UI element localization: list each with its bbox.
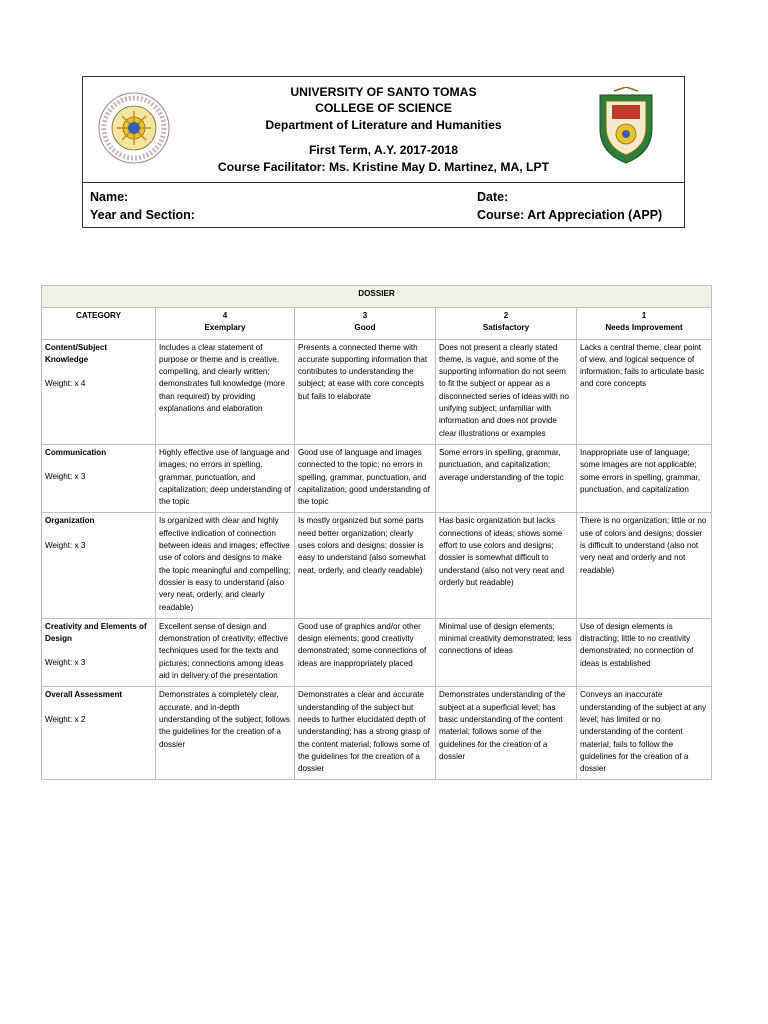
category-name: Organization bbox=[45, 516, 95, 526]
header-title-block bbox=[83, 77, 684, 182]
facilitator-line: Course Facilitator: Ms. Kristine May D. Martinez, MA, LPT bbox=[217, 160, 550, 174]
date-label: Date: bbox=[477, 190, 509, 204]
university-seal-icon bbox=[97, 91, 171, 165]
criteria-cell-3: Demonstrates a clear and accurate understanding of the subject but needs to further elucidated depth of understanding; has a strong grasp of the content material; follows some of the guidelines for the creation of a dossier bbox=[295, 687, 436, 780]
header-cell-exemplary bbox=[156, 308, 295, 340]
header-level: Exemplary bbox=[204, 323, 246, 333]
category-name: Communication bbox=[45, 447, 107, 457]
criteria-cell-1: Lacks a central theme, clear point of view, and logical sequence of information; fails to articulate basic and core concepts bbox=[577, 339, 712, 444]
rubric-row-overall-assessment bbox=[42, 687, 712, 780]
rubric-header-row bbox=[42, 308, 712, 340]
rubric-title: DOSSIER bbox=[42, 286, 712, 308]
criteria-cell-4: Highly effective use of language and images; no errors in spelling, grammar, punctuation, and capitalization; deep understanding of the topic bbox=[156, 444, 295, 512]
rubric-row-communication bbox=[42, 444, 712, 512]
criteria-cell-2: Demonstrates understanding of the subject at a superficial level; has basic understanding of the content material; follows some of the guidelines for the creation of a dossier bbox=[436, 687, 577, 780]
category-weight: Weight: x 3 bbox=[45, 540, 86, 550]
category-cell bbox=[42, 339, 156, 444]
criteria-cell-4: Includes a clear statement of purpose or theme and is creative, compelling, and clearly written; demonstrates full knowledge (more than required) by providing explanations and elaboration bbox=[156, 339, 295, 444]
header-score: 3 bbox=[362, 311, 368, 320]
college-crest-icon bbox=[594, 87, 658, 165]
rubric-title-row bbox=[42, 286, 712, 308]
criteria-cell-2: Does not present a clearly stated theme, is vague, and some of the supporting information do not seem to fit the subject or appear as a disconnected series of ideas with no unifying subject; unfamiliar with information and does not provide clear illustrations or examples bbox=[436, 339, 577, 444]
category-cell bbox=[42, 618, 156, 686]
criteria-cell-1: Inappropriate use of language; some images are not applicable; some errors in spelling, grammar, punctuation, and capitalization bbox=[577, 444, 712, 512]
category-weight: Weight: x 3 bbox=[45, 658, 86, 668]
category-weight: Weight: x 4 bbox=[45, 379, 86, 389]
rubric-row-content-knowledge bbox=[42, 339, 712, 444]
department-name: Department of Literature and Humanities bbox=[265, 118, 502, 132]
criteria-cell-1: Use of design elements is distracting; little to no creativity demonstrated; no connection of ideas is established bbox=[577, 618, 712, 686]
criteria-cell-3: Presents a connected theme with accurate supporting information that contributes to understanding the subject; at ease with core concepts but fails to elaborate bbox=[295, 339, 436, 444]
criteria-cell-3: Good use of graphics and/or other design elements; good creativity demonstrated; some connections of ideas are inappropriately placed bbox=[295, 618, 436, 686]
college-name: COLLEGE OF SCIENCE bbox=[315, 101, 452, 115]
criteria-cell-1: Conveys an inaccurate understanding of the subject at any level; has limited or no understanding of the content material; fails to follow the guidelines for the creation of a dossier bbox=[577, 687, 712, 780]
term-line: First Term, A.Y. 2017-2018 bbox=[308, 143, 459, 157]
header-level: Satisfactory bbox=[482, 323, 530, 333]
header-category-label: CATEGORY bbox=[76, 311, 121, 320]
criteria-cell-3: Is mostly organized but some parts need better organization; clearly uses colors and designs; dossier is easy to understand (also somewhat neat, orderly, and clearly readable) bbox=[295, 513, 436, 618]
category-name: Content/Subject Knowledge bbox=[45, 342, 108, 364]
header-level: Needs Improvement bbox=[605, 323, 683, 333]
header-score: 1 bbox=[641, 311, 647, 320]
header-cell-category bbox=[42, 308, 156, 340]
criteria-cell-2: Has basic organization but lacks connections of ideas; shows some effort to use colors and designs; dossier is somewhat difficult to understand (also not very neat and orderly but readable) bbox=[436, 513, 577, 618]
university-name: UNIVERSITY OF SANTO TOMAS bbox=[290, 85, 477, 99]
category-cell bbox=[42, 444, 156, 512]
category-name: Overall Assessment bbox=[45, 690, 123, 700]
header-level: Good bbox=[354, 323, 376, 333]
criteria-cell-4: Excellent sense of design and demonstration of creativity; effective techniques used for the texts and pictures; connections among ideas aid in delivery of the presentation bbox=[156, 618, 295, 686]
header-score: 4 bbox=[222, 311, 228, 320]
criteria-cell-1: There is no organization; little or no use of colors and designs; dossier is difficult to understand (also not very neat and orderly and not readable) bbox=[577, 513, 712, 618]
criteria-cell-2: Minimal use of design elements; minimal creativity demonstrated; less connections of ideas bbox=[436, 618, 577, 686]
year-section-label: Year and Section: bbox=[90, 208, 195, 222]
criteria-cell-3: Good use of language and images connected to the topic; no errors in spelling, grammar, punctuation, and capitalization; good understanding of the topic bbox=[295, 444, 436, 512]
criteria-cell-4: Is organized with clear and highly effective indication of connection between ideas and images; effective use of colors and designs to make the topic meaningful and compelling; dossier is easy to understand (also very neat, orderly, and clearly readable) bbox=[156, 513, 295, 618]
category-weight: Weight: x 2 bbox=[45, 714, 86, 724]
student-info-block bbox=[83, 182, 684, 228]
document-header bbox=[82, 76, 685, 228]
course-label: Course: Art Appreciation (APP) bbox=[477, 208, 663, 222]
category-cell bbox=[42, 687, 156, 780]
category-weight: Weight: x 3 bbox=[45, 472, 86, 482]
rubric-row-creativity-design bbox=[42, 618, 712, 686]
header-cell-needs-improvement bbox=[577, 308, 712, 340]
category-cell bbox=[42, 513, 156, 618]
criteria-cell-2: Some errors in spelling, grammar, punctuation, and capitalization; average understanding of the topic bbox=[436, 444, 577, 512]
header-cell-satisfactory bbox=[436, 308, 577, 340]
rubric-table bbox=[41, 285, 712, 780]
name-label: Name: bbox=[90, 190, 129, 204]
rubric-row-organization bbox=[42, 513, 712, 618]
category-name: Creativity and Elements of Design bbox=[45, 621, 147, 644]
header-cell-good bbox=[295, 308, 436, 340]
criteria-cell-4: Demonstrates a completely clear, accurate, and in-depth understanding of the subject; follows the guidelines for the creation of a dossier bbox=[156, 687, 295, 780]
header-score: 2 bbox=[503, 311, 509, 320]
